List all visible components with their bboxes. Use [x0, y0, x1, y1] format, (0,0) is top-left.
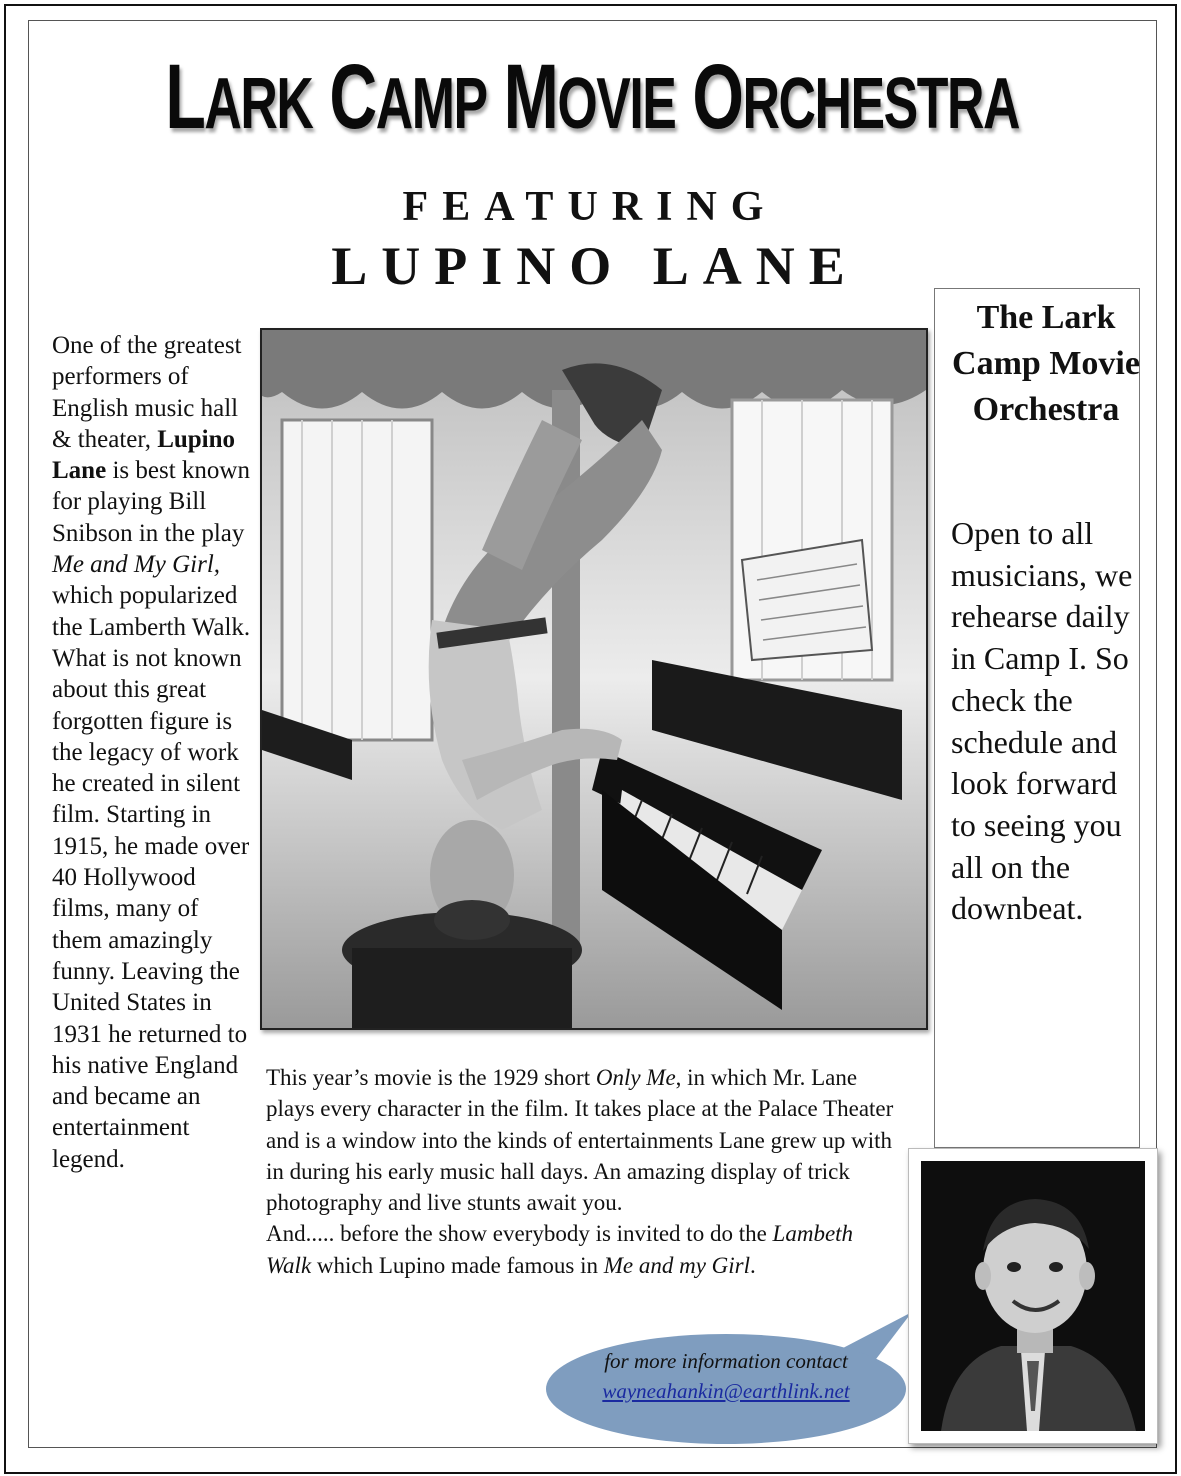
- featuring-label: FEATURING: [402, 184, 778, 230]
- star-name: LUPINO LANE: [331, 236, 859, 296]
- sidebar-title: The Lark Camp Movie Orchestra: [952, 299, 1140, 428]
- sidebar-body: Open to all musicians, we rehearse daily in Camp I. So check the schedule and look forward to seeing you all on the downbeat.: [951, 515, 1133, 927]
- left-column-text: One of the greatest performers of English music hall & theater, Lupino Lane is best known for playing Bill Snibson in the play Me and My Girl, which popularized the Lamberth Walk. What is not known about this great forgotten figure is the legacy of work he created in silent film. Starting in 1915, he made over 40 Hollywood films, many of them amazingly funny. Leaving the United States in 1931 he returned to his native England and became an entertainment legend.: [52, 332, 251, 1173]
- main-photo: [260, 328, 928, 1030]
- contact-info: [556, 1346, 896, 1406]
- dance-title: Lambeth Walk: [266, 1221, 854, 1278]
- contact-line: for more information contact: [604, 1349, 848, 1373]
- play-title: Me and My Girl,: [52, 551, 221, 579]
- play-title-2: Me and my Girl: [603, 1252, 750, 1278]
- title-word-1: LARK: [165, 46, 313, 148]
- title-word-4: ORCHESTRA: [692, 46, 1019, 148]
- title-word-2: CAMP: [329, 46, 487, 148]
- movie-title: Only Me: [595, 1065, 676, 1090]
- headstand-piano-illustration: [262, 330, 926, 1028]
- poster-title: [165, 42, 1019, 159]
- lupino-lane-bold: Lupino Lane: [52, 425, 236, 485]
- movie-description: This year’s movie is the 1929 short Only Me, in which Mr. Lane plays every character in the film. It takes place at the Palace Theater and is a window into the kinds of entertainments Lane grew up with in during his early music hall days. An amazing display of trick photography and live stunts await you. And..... before the show everybody is invited to do the Lambeth Walk which Lupino made famous in Me and my Girl.: [266, 1065, 894, 1278]
- orchestra-sidebar: [934, 288, 1140, 1148]
- portrait-photo: [908, 1148, 1158, 1444]
- title-word-3: MOVIE: [503, 46, 676, 148]
- lupino-lane-portrait: [921, 1161, 1145, 1431]
- email-link[interactable]: wayneahankin@earthlink.net: [602, 1379, 850, 1403]
